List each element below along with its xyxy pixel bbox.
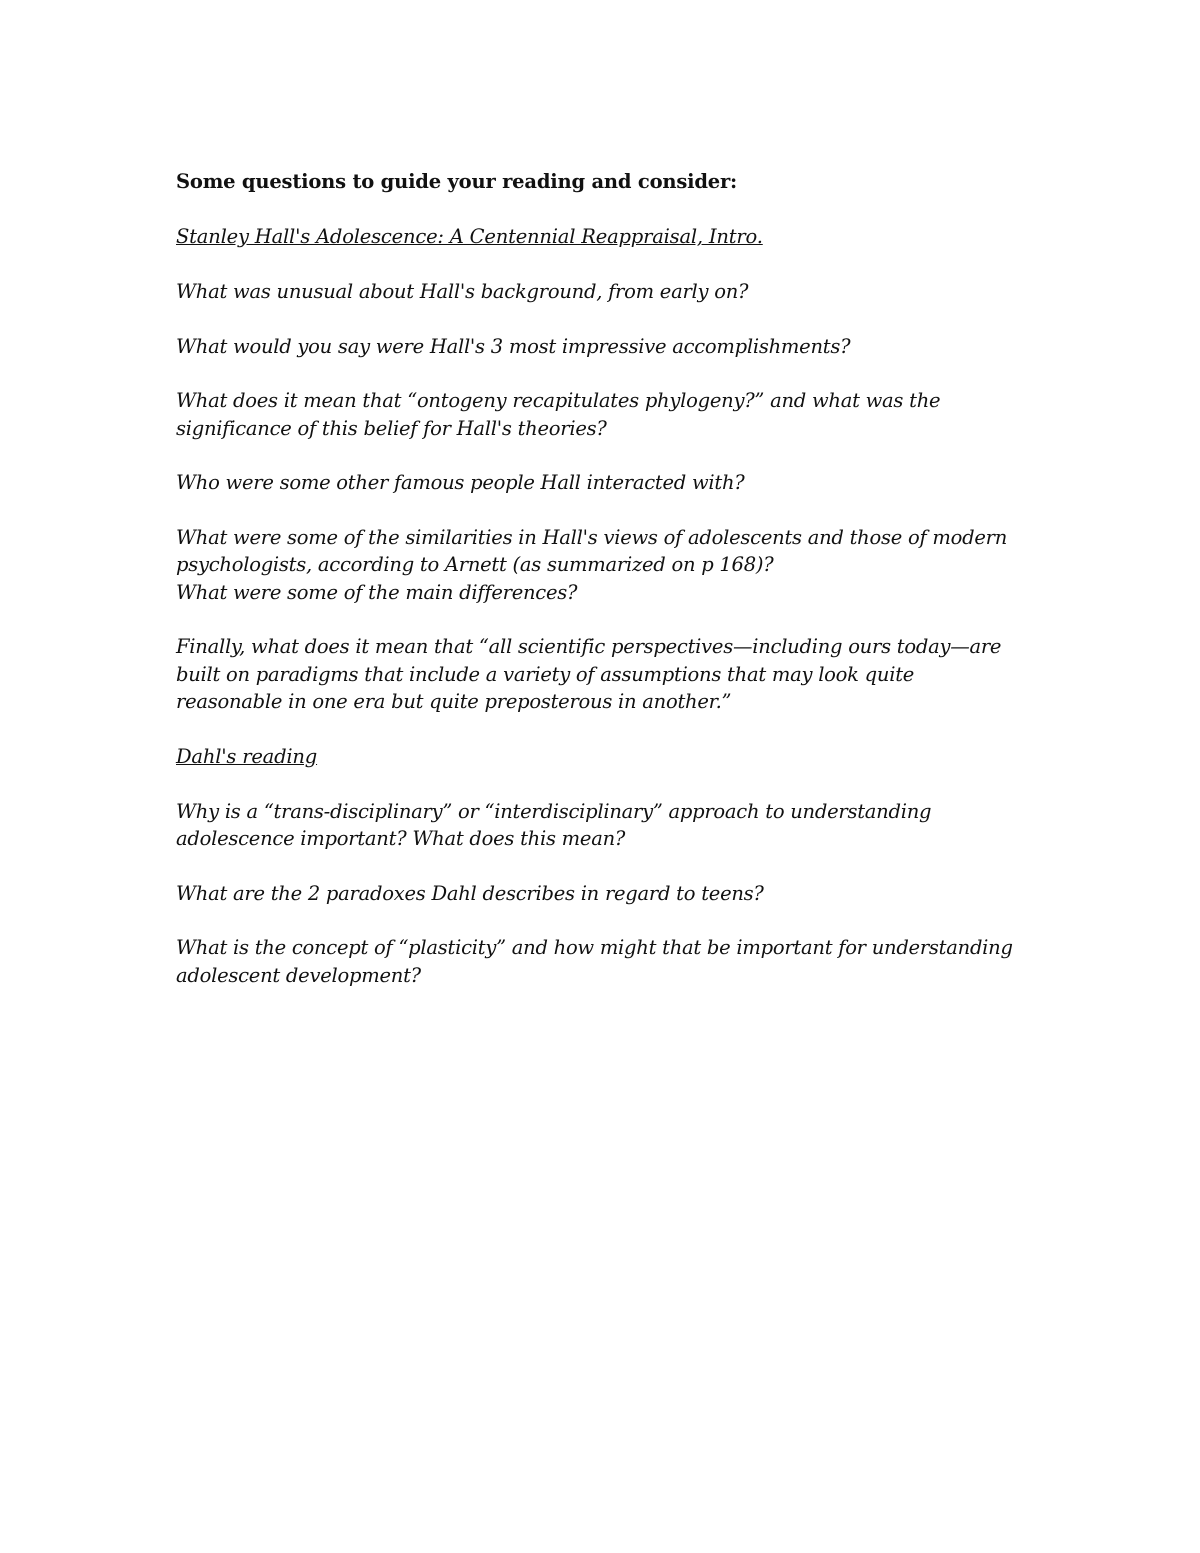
- section-title-dahl: Dahl's reading: [176, 744, 318, 768]
- question-line: built on paradigms that include a variety of assumptions that may look quite: [176, 662, 915, 686]
- question-line: What are the 2 paradoxes Dahl describes in regard to teens?: [176, 881, 764, 905]
- question-interdisciplinary: [176, 798, 1036, 853]
- question-line: Who were some other famous people Hall interacted with?: [176, 471, 745, 494]
- question-line: significance of this belief for Hall's theories?: [176, 416, 607, 440]
- page-heading: Some questions to guide your reading and consider:: [176, 170, 738, 193]
- question-paradoxes: [176, 880, 1036, 908]
- question-line: Why is a “trans-disciplinary” or “interdisciplinary” approach to understanding: [176, 799, 932, 823]
- question-line: What would you say were Hall's 3 most impressive accomplishments?: [176, 334, 851, 358]
- question-ontogeny: [176, 387, 1036, 442]
- document-page: [176, 168, 1036, 1016]
- question-line: adolescence important? What does this mean?: [176, 827, 626, 850]
- question-line: What does it mean that “ontogeny recapitulates phylogeny?” and what was the: [176, 389, 941, 412]
- question-line: What were some of the similarities in Hall's views of adolescents and those of modern: [176, 525, 1008, 549]
- section-title-hall: Stanley Hall's Adolescence: A Centennial Reappraisal, Intro.: [176, 225, 763, 248]
- question-line: reasonable in one era but quite preposterous in another.”: [176, 690, 732, 713]
- question-hall-accomplishments: [176, 333, 1036, 361]
- question-famous-people: [176, 469, 1036, 497]
- question-line: adolescent development?: [176, 963, 421, 987]
- question-plasticity: [176, 934, 1036, 989]
- question-hall-background: [176, 278, 1036, 306]
- question-line: What is the concept of “plasticity” and how might that be important for understanding: [176, 936, 1013, 959]
- question-similarities-differences: [176, 524, 1036, 607]
- question-line: Finally, what does it mean that “all scientific perspectives—including ours today—are: [176, 635, 1002, 658]
- question-line: psychologists, according to Arnett (as summarized on p 168)?: [176, 553, 774, 576]
- question-line: What were some of the main differences?: [176, 580, 578, 604]
- question-line: What was unusual about Hall's background, from early on?: [176, 280, 749, 303]
- question-scientific-perspectives: [176, 633, 1036, 716]
